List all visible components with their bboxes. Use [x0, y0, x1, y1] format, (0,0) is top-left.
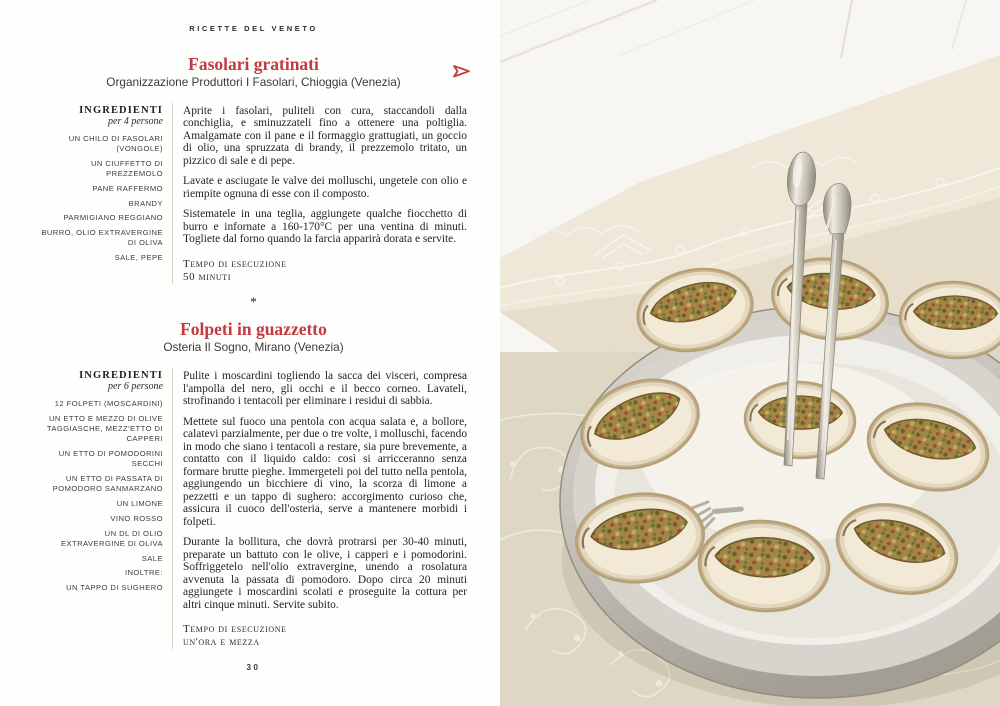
ingredient-item: UN CHILO DI FASOLARI (VONGOLE)	[68, 133, 163, 154]
ingredient-item: UN ETTO DI POMODORINI SECCHI	[58, 449, 163, 469]
execution-time-label: Tempo di esecuzione	[183, 257, 287, 270]
ingredient-item: UN ETTO E MEZZO DI OLIVE TAGGIASCHE, MEZZ'ETTO DI CAPPERI	[46, 413, 163, 444]
method-paragraph: Mettete sul fuoco una pentola con acqua salata e, a bollore, calatevi parzialmente, per due o tre volte, i molluschi, facendo in modo che siano i tentacoli a restare, sia pure brevemente, a contatto con il liquido caldo: così si arricceranno senza formare brutte pieghe. Immergeteli poi del tutto nella pentola, aggiungendo un bicchiere di vino, la scorza di limone a pezzetti e un tappo di sughero: accorgimento curioso che, assicura il cuoco dell'osteria, serve a mantenere morbidi i folpeti.	[183, 415, 468, 528]
execution-time-value: un'ora e mezza	[183, 636, 260, 649]
photo-reference-arrow-icon	[452, 64, 472, 84]
ingredient-item: UN DL DI OLIO EXTRAVERGINE DI OLIVA	[60, 528, 163, 548]
ingredient-item: VINO ROSSO	[110, 513, 163, 523]
method-paragraph: Lavate e asciugate le valve dei molluschi, ungetele con olio e riempite ognuna di esse con il composto.	[183, 175, 467, 200]
recipe-1-ingredients	[40, 103, 173, 284]
ingredients-label: INGREDIENTI	[79, 370, 163, 381]
ingredient-item: UN TAPPO DI SUGHERO	[66, 583, 163, 592]
recipe-2-body	[40, 368, 467, 649]
ingredient-item: 12 FOLPETI (MOSCARDINI)	[54, 399, 163, 408]
ingredients-label: INGREDIENTI	[79, 104, 163, 116]
execution-time-value: 50 minuti	[183, 271, 232, 283]
method-paragraph: Aprite i fasolari, puliteli con cura, staccandoli dalla conchiglia, e sminuzzateli fino a ottenere una poltiglia. Amalgamate con il pane e il formaggio grattugiati, un goccio di olio, una spruzzata di brandy, il prezzemolo tritato, un pizzico di sale e di pepe.	[183, 104, 467, 167]
recipe-photo-page	[500, 0, 1000, 706]
recipe-1-body	[40, 103, 467, 284]
section-divider-asterisk: *	[250, 294, 257, 310]
ingredient-item: UN CIUFFETTO DI PREZZEMOLO	[91, 158, 163, 179]
stuffed-clams-photo	[500, 0, 1000, 706]
ingredient-item: BURRO, OLIO EXTRAVERGINE DI OLIVA	[41, 228, 163, 248]
method-paragraph: Durante la bollitura, che dovrà protrarsi per 30-40 minuti, preparate un battuto con le olive, i capperi e i pomodorini. Soffriggetelo nell'olio extravergine, unendo a rosolatura avvenuta la passata di pomodoro. Dopo circa 20 minuti aggiungete i moscardini scolati e proseguite la cottura per altri cinque minuti. Servite subito.	[183, 536, 467, 611]
ingredient-item: SALE, PEPE	[114, 253, 163, 263]
recipe-2-ingredients	[40, 368, 173, 649]
running-header: RICETTE DEL VENETO	[189, 24, 318, 33]
recipe-2-method	[173, 368, 467, 649]
serving-note: per 6 persone	[108, 381, 163, 392]
ingredient-item: UN ETTO DI PASSATA DI POMODORO SANMARZANO	[52, 474, 163, 494]
recipe-1-title: Fasolari gratinati	[188, 54, 319, 74]
method-paragraph: Pulite i moscardini togliendo la sacca dei visceri, compresa l'ampolla del nero, gli occhi e il becco corneo. Lavateli, strofinando i tentacoli per eliminare i residui di sabbia.	[183, 370, 467, 407]
execution-time	[183, 623, 467, 649]
recipe-2-source: Osteria Il Sogno, Mirano (Venezia)	[163, 340, 344, 355]
recipe-1-method	[173, 103, 467, 284]
recipe-2-title: Folpeti in guazzetto	[180, 319, 327, 340]
ingredient-item: BRANDY	[128, 198, 163, 208]
execution-time-label: Tempo di esecuzione	[183, 623, 287, 635]
ingredient-item: INOLTRE:	[124, 568, 163, 578]
recipe-1-source: Organizzazione Produttori I Fasolari, Chioggia (Venezia)	[106, 75, 401, 90]
ingredient-item: UN LIMONE	[116, 499, 163, 508]
method-paragraph: Sistematele in una teglia, aggiungete qualche fiocchetto di burro e infornate a 160-170°C per una ventina di minuti. Togliete dal forno quando la farcia apparirà dorata e servite.	[183, 208, 467, 246]
recipe-2-heading	[40, 320, 467, 355]
ingredient-item: PARMIGIANO REGGIANO	[63, 213, 163, 223]
execution-time	[183, 258, 467, 284]
recipe-1-heading	[40, 55, 467, 90]
ingredient-item: SALE	[141, 553, 163, 563]
serving-note: per 4 persone	[108, 115, 163, 127]
page-number: 30	[246, 663, 261, 673]
ingredient-item: PANE RAFFERMO	[92, 183, 163, 193]
